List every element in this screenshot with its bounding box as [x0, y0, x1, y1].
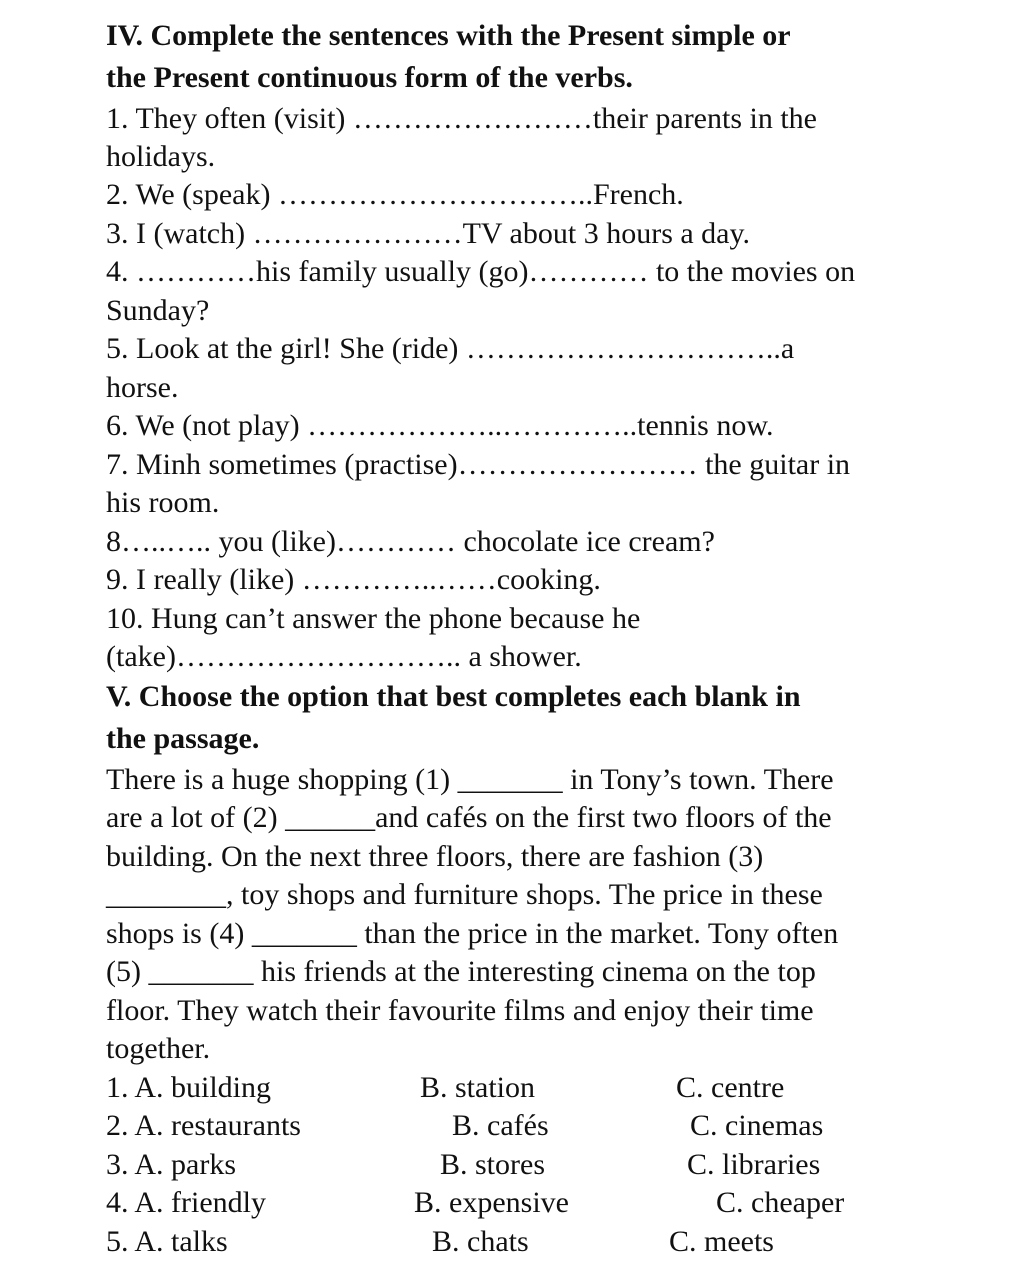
option-a: 2. A. restaurants [106, 1109, 301, 1142]
section-5-heading-line-2: the passage. [106, 722, 260, 755]
exercise-line: 8…..….. you (like)………… chocolate ice cream? [106, 525, 715, 558]
section-5-heading-line-1: V. Choose the option that best completes each blank in [106, 680, 801, 713]
passage-line: (5) _______ his friends at the interesting cinema on the top [106, 955, 816, 988]
passage-line: floor. They watch their favourite films and enjoy their time [106, 994, 814, 1027]
option-a: 1. A. building [106, 1071, 272, 1104]
exercise-line: 3. I (watch) …………………TV about 3 hours a day. [106, 217, 751, 250]
option-b: B. expensive [414, 1186, 569, 1219]
exercise-line: (take)……………………….. a shower. [106, 640, 582, 673]
exercise-line: 6. We (not play) ………………..…………..tennis now. [106, 409, 774, 442]
passage-line: ________, toy shops and furniture shops. The price in these [106, 878, 823, 911]
option-c: C. libraries [687, 1148, 821, 1181]
exercise-line: 7. Minh sometimes (practise)…………………… the guitar in [106, 448, 851, 481]
exercise-line: 9. I really (like) …………..……cooking. [106, 563, 601, 596]
exercise-line: 4. …………his family usually (go)………… to the movies on [106, 255, 856, 288]
option-a: 5. A. talks [106, 1225, 228, 1258]
option-c: C. cinemas [690, 1109, 824, 1142]
option-a: 4. A. friendly [106, 1186, 266, 1219]
option-b: B. station [420, 1071, 536, 1104]
option-b: B. chats [432, 1225, 529, 1258]
option-b: B. stores [440, 1148, 545, 1181]
exercise-line: 5. Look at the girl! She (ride) …………………………..a [106, 332, 795, 365]
exercise-line: 10. Hung can’t answer the phone because he [106, 602, 641, 635]
exercise-line: horse. [106, 371, 179, 404]
option-c: C. cheaper [716, 1186, 845, 1219]
passage-line: There is a huge shopping (1) _______ in Tony’s town. There [106, 763, 834, 796]
exercise-line: Sunday? [106, 294, 210, 327]
exercise-line: holidays. [106, 140, 216, 173]
option-c: C. centre [676, 1071, 785, 1104]
exercise-line: 1. They often (visit) ……………………their parents in the [106, 102, 817, 135]
option-c: C. meets [669, 1225, 774, 1258]
passage-line: together. [106, 1032, 211, 1065]
section-4-heading-line-2: the Present continuous form of the verbs. [106, 61, 633, 94]
passage-line: building. On the next three floors, there are fashion (3) [106, 840, 764, 873]
exercise-line: 2. We (speak) …………………………..French. [106, 178, 684, 211]
section-4-heading-line-1: IV. Complete the sentences with the Present simple or [106, 19, 791, 52]
passage-line: shops is (4) _______ than the price in the market. Tony often [106, 917, 839, 950]
passage-line: are a lot of (2) ______and cafés on the first two floors of the [106, 801, 832, 834]
option-b: B. cafés [452, 1109, 549, 1142]
exercise-line: his room. [106, 486, 220, 519]
option-a: 3. A. parks [106, 1148, 236, 1181]
